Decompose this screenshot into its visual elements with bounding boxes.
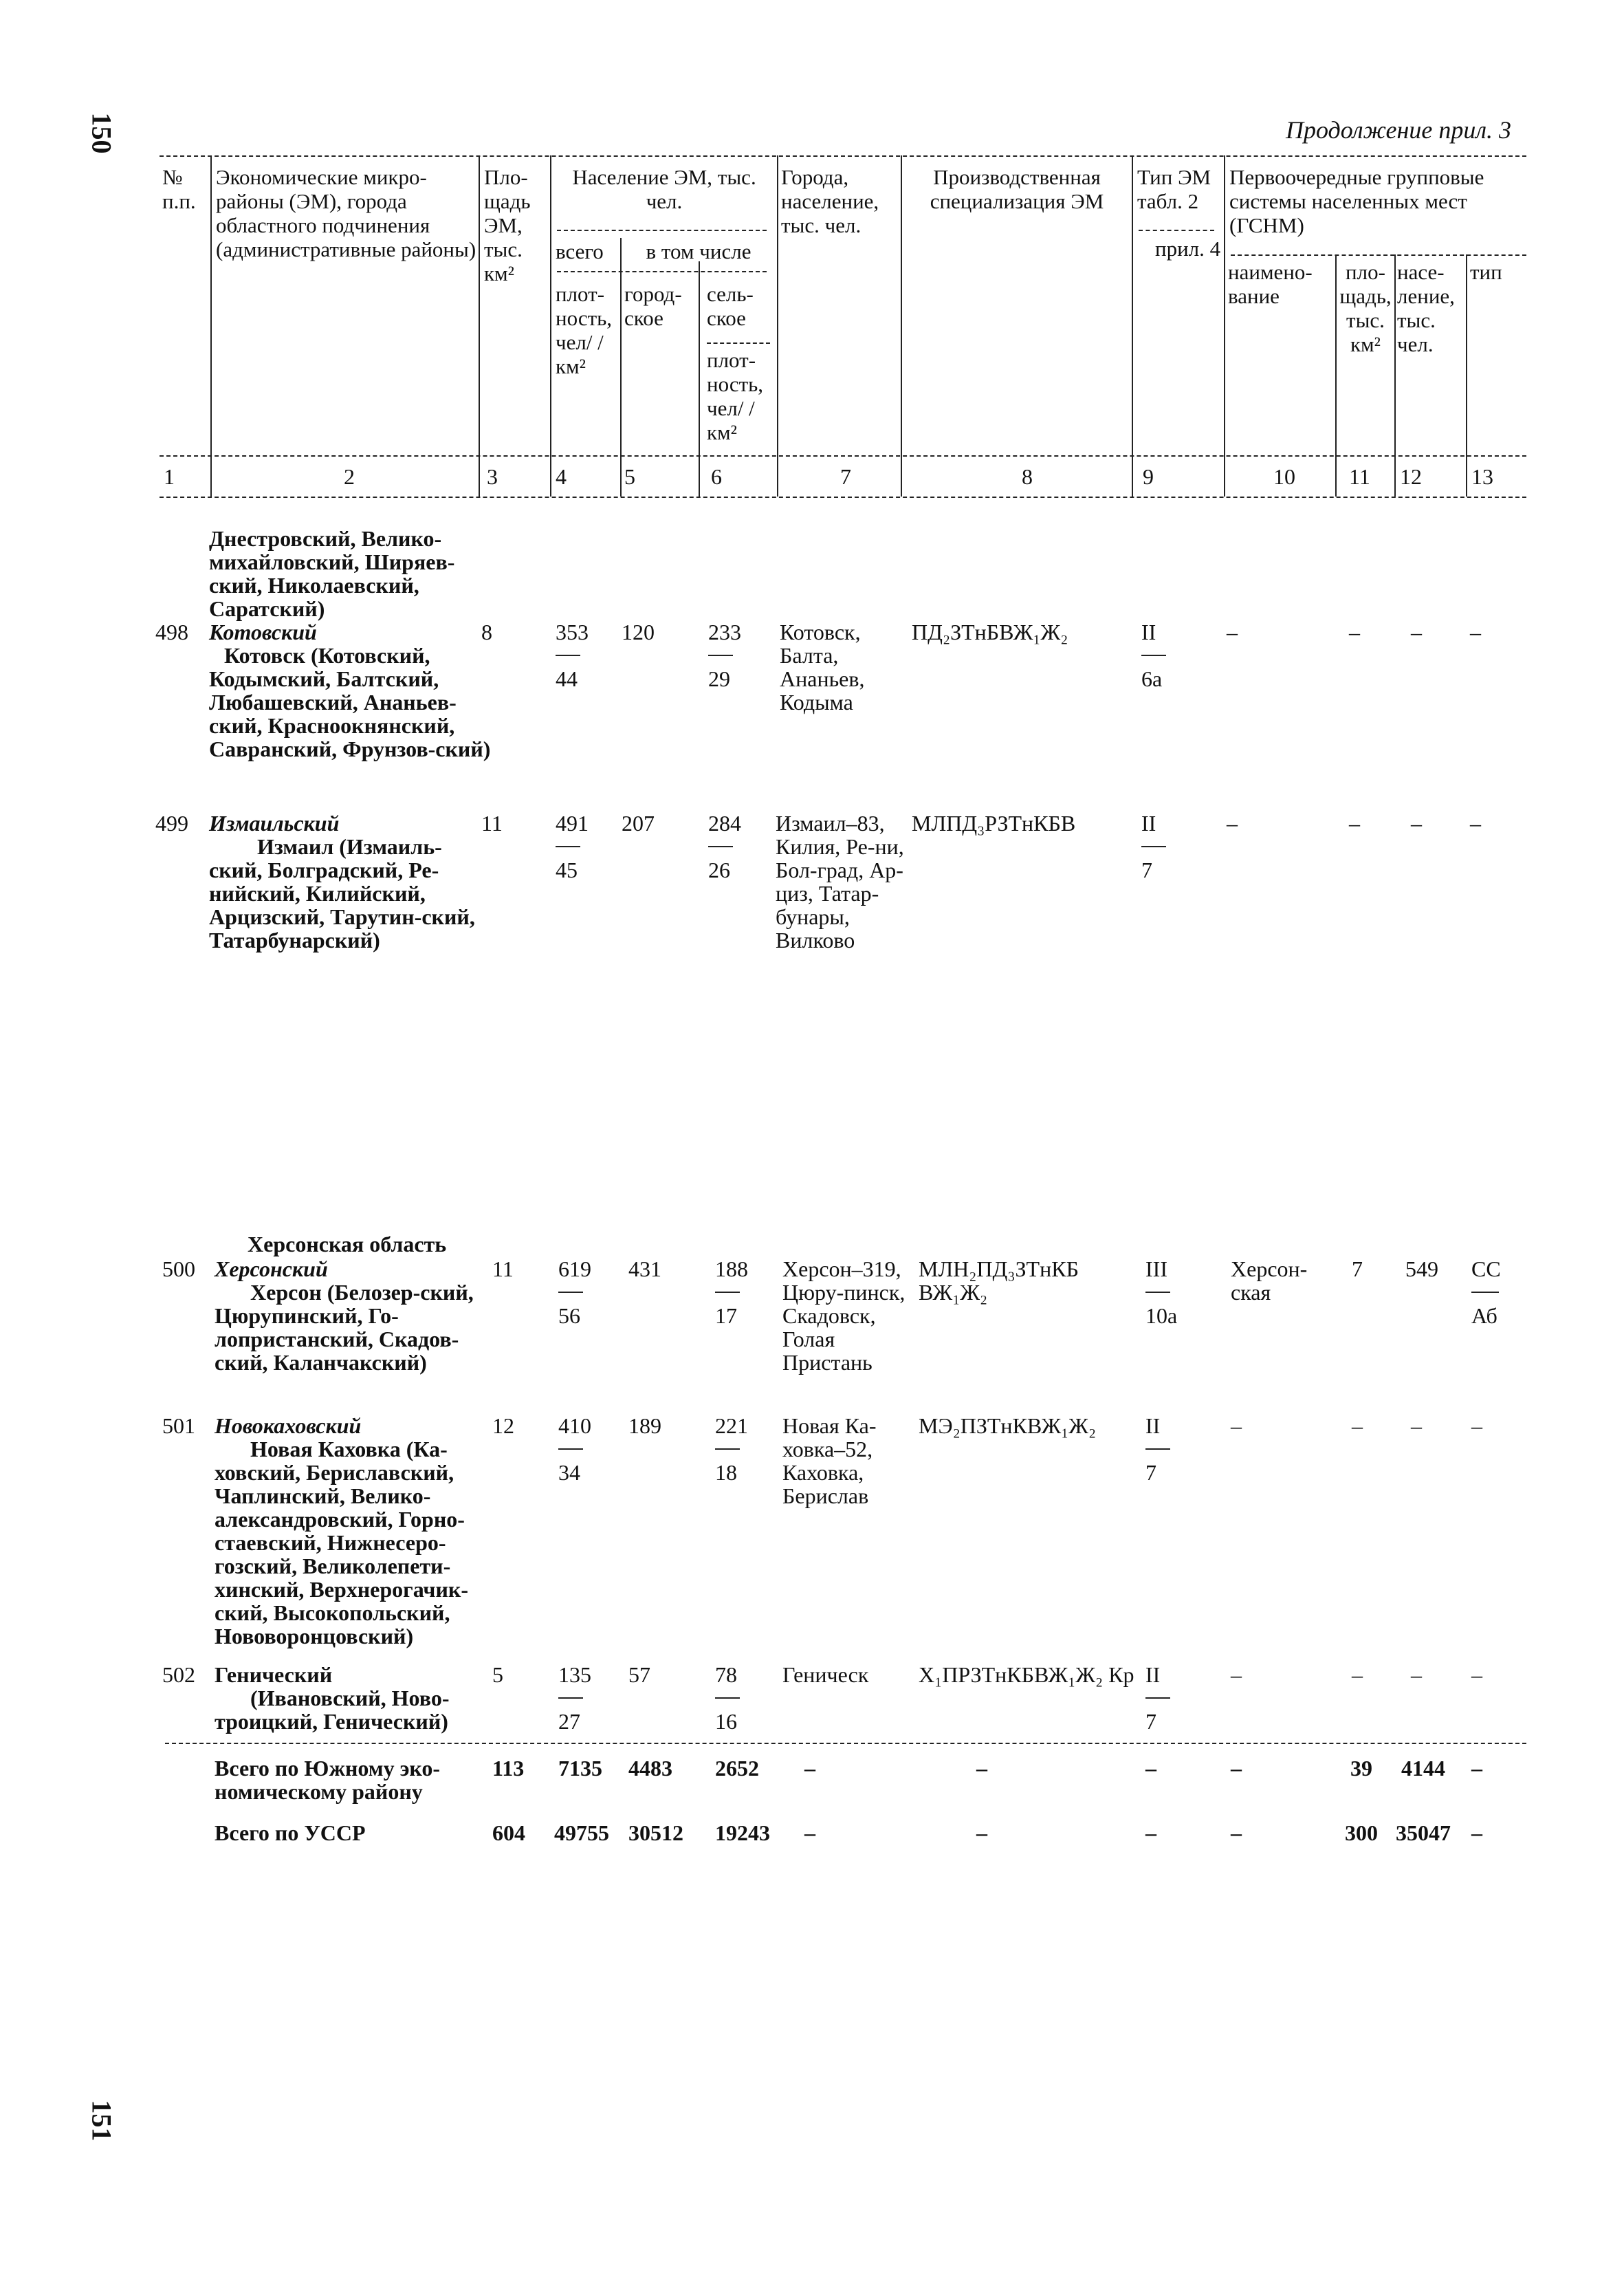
row-description: (Ивановский, Ново-троицкий, Генический) (215, 1686, 450, 1734)
total-gsnm-type: – (1471, 1756, 1482, 1781)
header-population: Население ЭМ, тыс. чел. (572, 165, 756, 213)
header-bottom-rule (160, 497, 1526, 498)
row-specialization: МЛПД₃РЗТнКБВ (912, 811, 1076, 836)
col-sep (1224, 155, 1225, 497)
row-specialization: МЛН₂ПД₃ЗТнКБ ВЖ₁Ж₂ (919, 1256, 1079, 1305)
row-urban: 120 (622, 620, 655, 644)
header-gsnm-type: тип (1470, 260, 1502, 284)
row-rural-density: 29 (708, 666, 730, 691)
row-type: II (1141, 811, 1156, 836)
fraction-bar (1141, 846, 1166, 847)
col-sep (550, 155, 551, 497)
header-number: № п.п. (162, 165, 196, 213)
row-name: Измаильский (209, 811, 340, 836)
row-area: 12 (492, 1413, 514, 1438)
row-rural: 78 (715, 1662, 737, 1687)
row-total: 410 (558, 1413, 591, 1438)
fraction-bar (715, 1448, 740, 1450)
fraction-bar (556, 846, 580, 847)
col-number: 4 (556, 464, 567, 489)
row-density: 45 (556, 858, 578, 882)
subrule (1139, 230, 1214, 231)
fraction-bar (1141, 655, 1166, 656)
row-cities: Херсон–319, Цюру-пинск, Скадовск, Голая Пристань (782, 1256, 906, 1375)
header-pop-incl: в том числе (646, 239, 751, 263)
col-sep (1466, 254, 1467, 497)
col-sep (777, 155, 778, 497)
header-density: плот-ность, чел/ /км² (556, 282, 613, 378)
fraction-bar (708, 846, 733, 847)
row-description: Котовск (Котовский, Кодымский, Балтский, Любашевский, Ананьев-ский, Красноокнянский, Савранский, Фрунзов-ский) (209, 643, 491, 761)
row-description: Херсон (Белозер-ский, Цюрупинский, Го-лопристанский, Скадов-ский, Каланчакский) (215, 1280, 474, 1375)
total-gsnm-name: – (1231, 1820, 1242, 1845)
total-label: Всего по Южному эко-номическому району (215, 1756, 441, 1804)
row-specialization: ПД₂ЗТнБВЖ₁Ж₂ (912, 620, 1068, 644)
row-name: Котовский (209, 620, 317, 644)
col-sep (901, 155, 902, 497)
fraction-bar (556, 655, 580, 656)
row-density: 44 (556, 666, 578, 691)
row-urban: 57 (628, 1662, 650, 1687)
row-rural: 284 (708, 811, 741, 836)
row-description: Измаил (Измаиль-ский, Болградский, Ре-нийский, Килийский, Арцизский, Тарутин-ский, Татарбунарский) (209, 834, 475, 953)
header-mid-rule (160, 455, 1526, 457)
total-urban: 4483 (628, 1756, 672, 1781)
col-sep (1132, 155, 1133, 497)
row-urban: 207 (622, 811, 655, 836)
row-type-b: 7 (1145, 1460, 1156, 1485)
row-gsnm-name: Херсон-ская (1231, 1256, 1308, 1305)
row-gsnm-type-b: Аб (1471, 1303, 1497, 1328)
header-rural-density: плот-ность, чел/ /км² (707, 348, 764, 444)
row-rural: 188 (715, 1256, 748, 1281)
row-type: II (1145, 1662, 1161, 1687)
row-name: Генический (215, 1662, 333, 1687)
header-cities: Города, население, тыс. чел. (781, 165, 879, 237)
page-number-bottom: 151 (86, 2100, 118, 2142)
row-gsnm-area: – (1352, 1413, 1363, 1438)
row-rural-density: 17 (715, 1303, 737, 1328)
totals-rule (165, 1743, 1526, 1744)
row-specialization: Х₁ПРЗТнКБВЖ₁Ж₂ Кр (919, 1662, 1134, 1687)
row-density: 27 (558, 1709, 580, 1734)
total-urban: 30512 (628, 1820, 683, 1845)
total-population: 7135 (558, 1756, 602, 1781)
row-gsnm-type: – (1471, 1413, 1482, 1438)
header-specialization: Производственная специализация ЭМ (930, 165, 1104, 213)
fraction-bar (708, 655, 733, 656)
row-gsnm-name: – (1231, 1662, 1242, 1687)
row-gsnm-pop: – (1411, 811, 1422, 836)
row-gsnm-name: – (1227, 811, 1238, 836)
header-pop-total: всего (556, 239, 604, 263)
row-gsnm-type: – (1471, 1662, 1482, 1687)
total-cities: – (804, 1756, 815, 1781)
total-rural: 19243 (715, 1820, 770, 1845)
total-population: 49755 (554, 1820, 609, 1845)
col-sep (479, 155, 480, 497)
col-number: 8 (1022, 464, 1033, 489)
fraction-bar (1145, 1448, 1170, 1450)
fraction-bar (1145, 1697, 1170, 1699)
row-gsnm-area: – (1352, 1662, 1363, 1687)
row-number: 498 (155, 620, 188, 644)
row-gsnm-area: 7 (1352, 1256, 1363, 1281)
row-density: 34 (558, 1460, 580, 1485)
fraction-bar (1471, 1292, 1499, 1293)
subrule (1231, 254, 1526, 256)
col-sep (620, 238, 622, 497)
row-rural-density: 26 (708, 858, 730, 882)
fraction-bar (558, 1448, 583, 1450)
row-type: II (1145, 1413, 1161, 1438)
fraction-bar (1145, 1292, 1170, 1293)
fraction-bar (715, 1697, 740, 1699)
col-sep (1394, 254, 1396, 497)
col-number: 10 (1273, 464, 1295, 489)
row-urban: 189 (628, 1413, 661, 1438)
col-number: 7 (840, 464, 851, 489)
fraction-bar (558, 1292, 583, 1293)
row-total: 135 (558, 1662, 591, 1687)
row-gsnm-pop: – (1411, 1413, 1422, 1438)
header-gsnm-pop: насе-ление, тыс. чел. (1397, 260, 1455, 356)
col-number: 1 (164, 464, 175, 489)
total-rural: 2652 (715, 1756, 759, 1781)
header-gsnm: Первоочередные групповые системы населенных мест (ГСНМ) (1229, 165, 1484, 237)
row-total: 491 (556, 811, 589, 836)
row-gsnm-pop: – (1411, 620, 1422, 644)
row-rural-density: 18 (715, 1460, 737, 1485)
row-rural-density: 16 (715, 1709, 737, 1734)
col-number: 6 (711, 464, 722, 489)
row-preceding-text: Днестровский, Велико-михайловский, Ширяев-ский, Николаевский, Саратский) (209, 526, 455, 621)
header-type-b: прил. 4 (1155, 237, 1221, 261)
row-area: 11 (481, 811, 503, 836)
total-gsnm-name: – (1231, 1756, 1242, 1781)
row-number: 499 (155, 811, 188, 836)
row-gsnm-pop: – (1411, 1662, 1422, 1687)
row-rural: 221 (715, 1413, 748, 1438)
row-name: Херсонский (215, 1256, 328, 1281)
header-region: Экономические микро-районы (ЭМ), города областного подчинения (административные районы) (216, 165, 476, 261)
row-area: 8 (481, 620, 492, 644)
row-gsnm-type: – (1470, 811, 1481, 836)
total-area: 113 (492, 1756, 525, 1781)
subrule (557, 230, 767, 231)
region-heading: Херсонская область (248, 1232, 447, 1256)
col-number: 13 (1471, 464, 1493, 489)
row-gsnm-type: СС (1471, 1256, 1501, 1281)
row-cities: Геническ (782, 1662, 869, 1687)
total-area: 604 (492, 1820, 525, 1845)
row-type-b: 6а (1141, 666, 1163, 691)
page-number-top: 150 (86, 112, 118, 154)
row-cities: Котовск, Балта, Ананьев, Кодыма (780, 620, 865, 715)
row-density: 56 (558, 1303, 580, 1328)
total-gsnm-pop: 35047 (1396, 1820, 1451, 1845)
fraction-bar (558, 1697, 583, 1699)
row-gsnm-type: – (1470, 620, 1481, 644)
row-type: II (1141, 620, 1156, 644)
header-top-rule (160, 155, 1526, 157)
row-name: Новокаховский (215, 1413, 362, 1438)
total-spec: – (976, 1820, 987, 1845)
row-type: III (1145, 1256, 1167, 1281)
col-number: 12 (1400, 464, 1422, 489)
col-sep (210, 155, 212, 497)
row-urban: 431 (628, 1256, 661, 1281)
row-type-b: 7 (1145, 1709, 1156, 1734)
header-urban: город-ское (624, 282, 682, 330)
subrule (557, 271, 767, 272)
row-gsnm-area: – (1349, 620, 1360, 644)
col-sep (699, 261, 700, 497)
header-gsnm-name: наимено-вание (1228, 260, 1313, 308)
row-gsnm-name: – (1231, 1413, 1242, 1438)
row-cities: Измаил–83, Килия, Ре-ни, Бол-град, Ар-циз, Татар-бунары, Вилково (776, 811, 904, 953)
header-gsnm-area: пло-щадь, тыс. км² (1339, 260, 1392, 356)
row-number: 502 (162, 1662, 195, 1687)
row-total: 353 (556, 620, 589, 644)
row-area: 5 (492, 1662, 503, 1687)
col-number: 9 (1143, 464, 1154, 489)
continuation-note: Продолжение прил. 3 (1286, 116, 1512, 144)
row-rural: 233 (708, 620, 741, 644)
col-number: 3 (487, 464, 498, 489)
row-number: 500 (162, 1256, 195, 1281)
total-spec: – (976, 1756, 987, 1781)
col-number: 5 (624, 464, 635, 489)
row-cities: Новая Ка-ховка–52, Каховка, Берислав (782, 1413, 877, 1508)
total-gsnm-pop: 4144 (1401, 1756, 1445, 1781)
row-number: 501 (162, 1413, 195, 1438)
row-specialization: МЭ₂ПЗТнКВЖ₁Ж₂ (919, 1413, 1097, 1438)
row-total: 619 (558, 1256, 591, 1281)
total-cities: – (804, 1820, 815, 1845)
row-description: Новая Каховка (Ка-ховский, Бериславский, Чаплинский, Велико-александровский, Горно-стаевский, Нижнесеро-гозский, Великолепети-хинский, Верхнерогачик-ский, Высокопольский, Нововоронцовский) (215, 1437, 468, 1648)
total-type: – (1145, 1756, 1156, 1781)
col-number: 11 (1349, 464, 1370, 489)
row-type-b: 7 (1141, 858, 1152, 882)
header-rural: сель-ское (707, 282, 754, 330)
row-gsnm-area: – (1349, 811, 1360, 836)
total-gsnm-area: 300 (1345, 1820, 1378, 1845)
header-type: Тип ЭМ табл. 2 (1137, 165, 1211, 213)
row-gsnm-name: – (1227, 620, 1238, 644)
total-label: Всего по УССР (215, 1820, 366, 1845)
total-gsnm-type: – (1471, 1820, 1482, 1845)
col-number: 2 (344, 464, 355, 489)
subrule (707, 342, 770, 344)
fraction-bar (715, 1292, 740, 1293)
header-area: Пло-щадь ЭМ, тыс. км² (484, 165, 531, 285)
row-type-b: 10а (1145, 1303, 1178, 1328)
row-area: 11 (492, 1256, 514, 1281)
row-gsnm-pop: 549 (1405, 1256, 1438, 1281)
total-gsnm-area: 39 (1350, 1756, 1372, 1781)
total-type: – (1145, 1820, 1156, 1845)
